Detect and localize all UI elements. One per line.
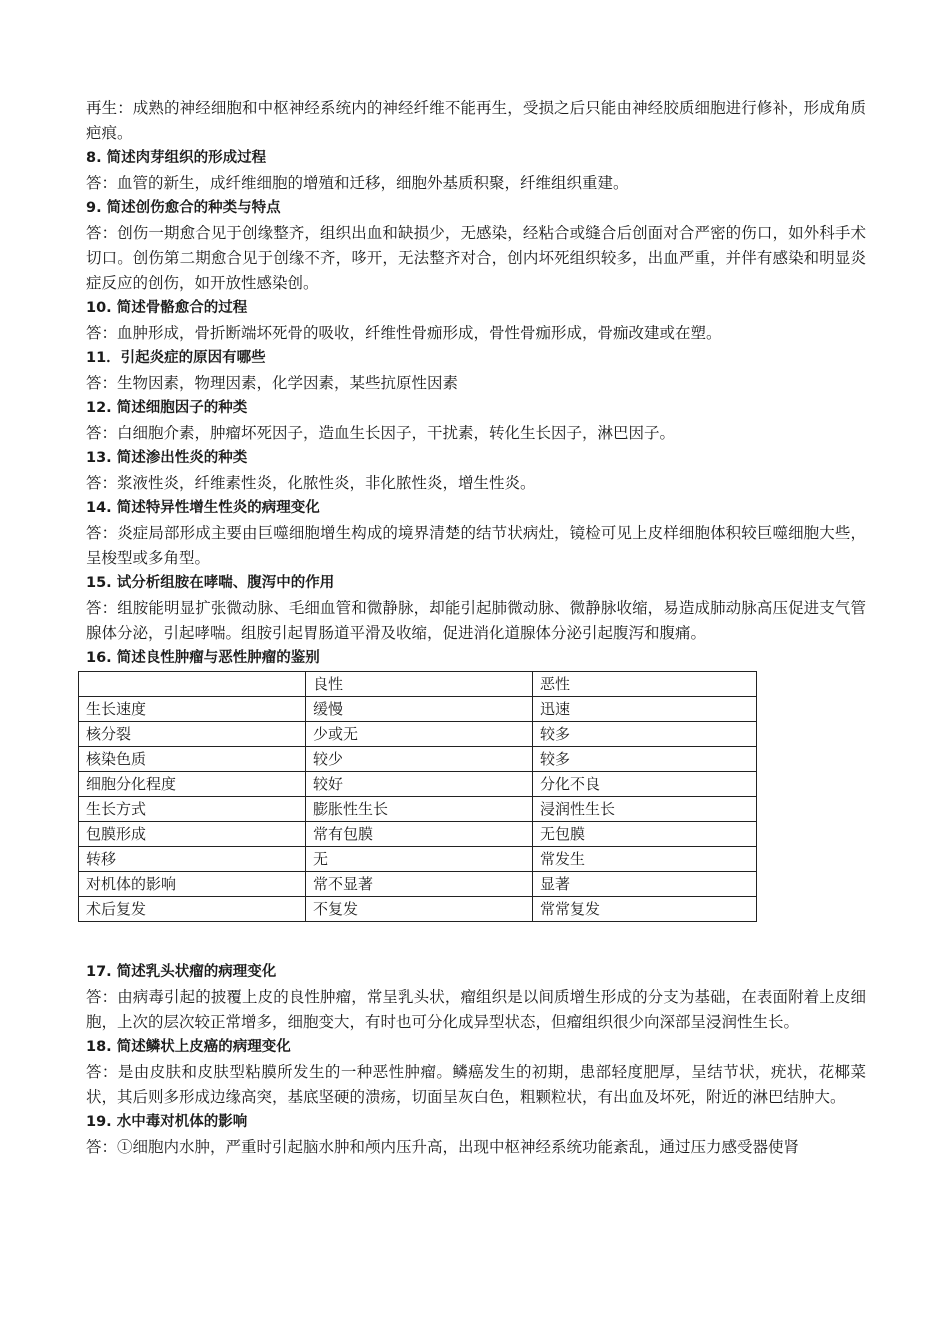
question-heading: 19. 水中毒对机体的影响 bbox=[86, 1114, 248, 1130]
table-cell: 生长方式 bbox=[79, 797, 306, 822]
table-cell: 较好 bbox=[306, 772, 533, 797]
answer-text: 答：浆液性炎，纤维素性炎，化脓性炎，非化脓性炎，增生性炎。 bbox=[86, 474, 536, 492]
question-heading: 10. 简述骨骼愈合的过程 bbox=[86, 300, 248, 316]
qa-block-9 bbox=[86, 196, 866, 296]
qa-block-18 bbox=[86, 1035, 866, 1110]
table-cell: 迅速 bbox=[533, 697, 757, 722]
qa-block-14 bbox=[86, 496, 866, 571]
table-cell: 核染色质 bbox=[79, 747, 306, 772]
qa-block-13 bbox=[86, 446, 866, 496]
answer-text: 答：是由皮肤和皮肤型粘膜所发生的一种恶性肿瘤。鳞癌发生的初期，患部轻度肥厚，呈结节状，疣状，花椰菜状，其后则多形成边缘高突，基底坚硬的溃疡，切面呈灰白色，粗颗粒状，有出血及坏死，附近的淋巴结肿大。 bbox=[86, 1063, 866, 1106]
question-heading: 18. 简述鳞状上皮癌的病理变化 bbox=[86, 1039, 291, 1055]
table-cell: 显著 bbox=[533, 872, 757, 897]
table-cell: 恶性 bbox=[533, 672, 757, 697]
table-row bbox=[79, 797, 757, 822]
answer-text: 答：由病毒引起的披覆上皮的良性肿瘤，常呈乳头状，瘤组织是以间质增生形成的分支为基础，在表面附着上皮细胞，上次的层次较正常增多，细胞变大，有时也可分化成异型状态，但瘤组织很少向深部呈浸润性生长。 bbox=[86, 988, 866, 1031]
intro-paragraph: 再生：成熟的神经细胞和中枢神经系统内的神经纤维不能再生，受损之后只能由神经胶质细胞进行修补，形成角质疤痕。 bbox=[86, 99, 866, 142]
answer-text: 答：组胺能明显扩张微动脉、毛细血管和微静脉，却能引起肺微动脉、微静脉收缩，易造成肺动脉高压促进支气管腺体分泌，引起哮喘。组胺引起胃肠道平滑及收缩，促进消化道腺体分泌引起腹泻和腹痛。 bbox=[86, 599, 866, 642]
qa-block-8 bbox=[86, 146, 866, 196]
qa-block-16 bbox=[86, 646, 866, 671]
question-heading: 11．引起炎症的原因有哪些 bbox=[86, 350, 266, 366]
table-row bbox=[79, 897, 757, 922]
tumor-comparison-table bbox=[78, 671, 757, 922]
qa-block-15 bbox=[86, 571, 866, 646]
table-header-row bbox=[79, 672, 757, 697]
qa-block-11 bbox=[86, 346, 866, 396]
table-cell: 少或无 bbox=[306, 722, 533, 747]
table-cell: 浸润性生长 bbox=[533, 797, 757, 822]
table-cell: 无包膜 bbox=[533, 822, 757, 847]
qa-block-12 bbox=[86, 396, 866, 446]
table-cell bbox=[79, 672, 306, 697]
question-heading: 14. 简述特异性增生性炎的病理变化 bbox=[86, 500, 320, 516]
question-heading: 12. 简述细胞因子的种类 bbox=[86, 400, 248, 416]
table-row bbox=[79, 822, 757, 847]
answer-text: 答：血肿形成，骨折断端坏死骨的吸收，纤维性骨痂形成，骨性骨痂形成，骨痂改建或在塑。 bbox=[86, 324, 722, 342]
table-cell: 无 bbox=[306, 847, 533, 872]
document-body-continued bbox=[86, 960, 866, 1160]
table-cell: 缓慢 bbox=[306, 697, 533, 722]
table-row bbox=[79, 847, 757, 872]
table-row bbox=[79, 772, 757, 797]
table-cell: 较少 bbox=[306, 747, 533, 772]
answer-text: 答：血管的新生，成纤维细胞的增殖和迁移，细胞外基质积聚，纤维组织重建。 bbox=[86, 174, 629, 192]
table-row bbox=[79, 747, 757, 772]
answer-text: 答：生物因素，物理因素，化学因素，某些抗原性因素 bbox=[86, 374, 459, 392]
table-cell: 术后复发 bbox=[79, 897, 306, 922]
answer-text: 答：炎症局部形成主要由巨噬细胞增生构成的境界清楚的结节状病灶，镜检可见上皮样细胞体积较巨噬细胞大些，呈梭型或多角型。 bbox=[86, 524, 866, 567]
table-cell: 良性 bbox=[306, 672, 533, 697]
table-cell: 常发生 bbox=[533, 847, 757, 872]
question-heading: 15. 试分析组胺在哮喘、腹泻中的作用 bbox=[86, 575, 335, 591]
question-heading: 8. 简述肉芽组织的形成过程 bbox=[86, 150, 267, 166]
table-cell: 核分裂 bbox=[79, 722, 306, 747]
table-cell: 常有包膜 bbox=[306, 822, 533, 847]
table-cell: 对机体的影响 bbox=[79, 872, 306, 897]
table-cell: 较多 bbox=[533, 747, 757, 772]
table-cell: 转移 bbox=[79, 847, 306, 872]
qa-block-19 bbox=[86, 1110, 866, 1160]
answer-text: 答：创伤一期愈合见于创缘整齐，组织出血和缺损少，无感染，经粘合或缝合后创面对合严密的伤口，如外科手术切口。创伤第二期愈合见于创缘不齐，哆开，无法整齐对合，创内坏死组织较多，出血严重，并伴有感染和明显炎症反应的创伤，如开放性感染创。 bbox=[86, 224, 866, 292]
table-row bbox=[79, 872, 757, 897]
question-heading: 9. 简述创伤愈合的种类与特点 bbox=[86, 200, 281, 216]
table-row bbox=[79, 722, 757, 747]
table-cell: 不复发 bbox=[306, 897, 533, 922]
table-cell: 细胞分化程度 bbox=[79, 772, 306, 797]
qa-block-17 bbox=[86, 960, 866, 1035]
table-cell: 常常复发 bbox=[533, 897, 757, 922]
document-body bbox=[86, 96, 866, 671]
table-cell: 包膜形成 bbox=[79, 822, 306, 847]
table-cell: 常不显著 bbox=[306, 872, 533, 897]
answer-text: 答：①细胞内水肿，严重时引起脑水肿和颅内压升高，出现中枢神经系统功能紊乱，通过压力感受器使肾 bbox=[86, 1138, 800, 1156]
table-cell: 膨胀性生长 bbox=[306, 797, 533, 822]
table-cell: 生长速度 bbox=[79, 697, 306, 722]
table-row bbox=[79, 697, 757, 722]
table-cell: 分化不良 bbox=[533, 772, 757, 797]
question-heading: 16. 简述良性肿瘤与恶性肿瘤的鉴别 bbox=[86, 650, 320, 666]
question-heading: 17. 简述乳头状瘤的病理变化 bbox=[86, 964, 277, 980]
answer-text: 答：白细胞介素，肿瘤坏死因子，造血生长因子，干扰素，转化生长因子，淋巴因子。 bbox=[86, 424, 676, 442]
table-cell: 较多 bbox=[533, 722, 757, 747]
question-heading: 13. 简述渗出性炎的种类 bbox=[86, 450, 248, 466]
qa-block-10 bbox=[86, 296, 866, 346]
